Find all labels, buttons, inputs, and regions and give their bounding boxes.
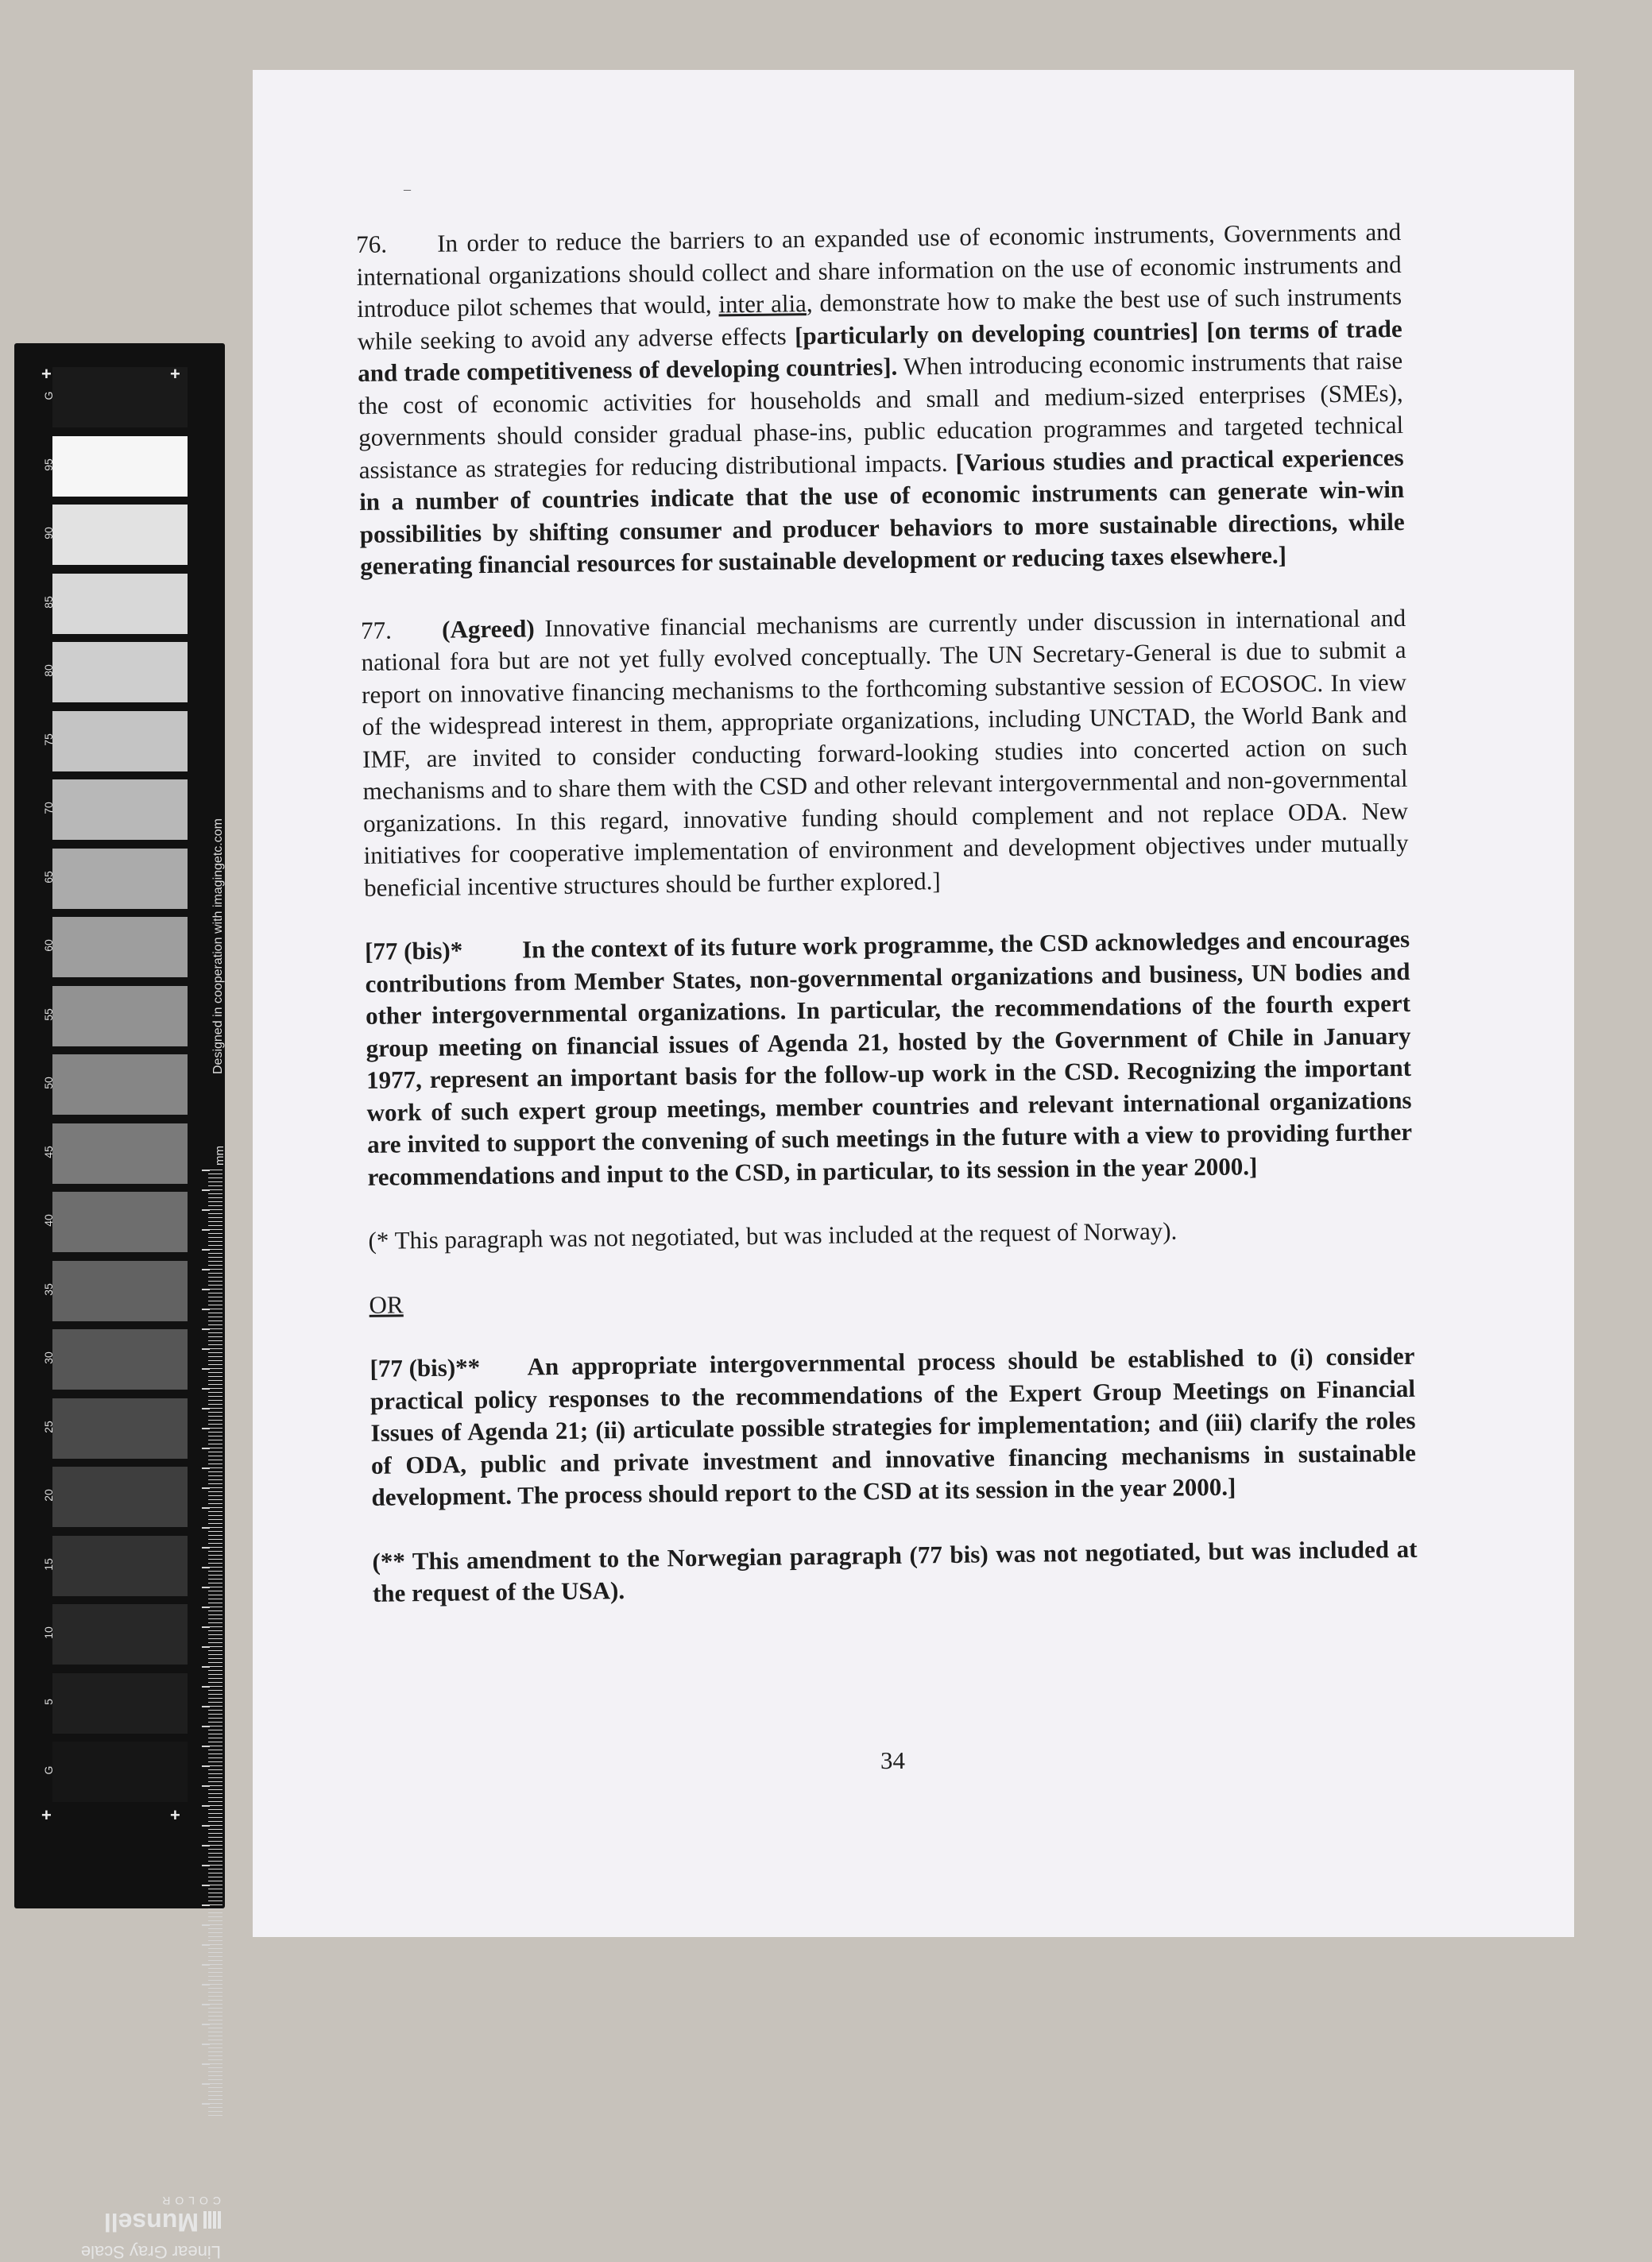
paragraph-76 (356, 216, 1405, 583)
gray-patch (52, 1329, 188, 1390)
scale-number: 90 (42, 527, 55, 539)
credit-text: Designed in cooperation with imagingetc.com (211, 818, 225, 1074)
scale-number: 70 (42, 802, 55, 814)
paragraph-77 (361, 601, 1409, 904)
document-body (356, 216, 1418, 1641)
scale-number: 50 (42, 1077, 55, 1089)
gray-patch (52, 1742, 188, 1802)
gray-patch (52, 642, 188, 702)
bracketed-bold-text: [Various studies and practical experiences in a number of countries indicate that the use of economic instruments can generate win-win possibilities by shifting consumer and producer behaviors to more sustainable directions, while generating financial resources for sustainable development or reducing taxes elsewhere.] (358, 443, 1405, 580)
gray-patch (52, 917, 188, 977)
bracketed-bold-text: [particularly on developing countries] [on terms of trade and trade competitiveness of developing countries]. (358, 314, 1402, 387)
scale-number: 65 (42, 870, 55, 884)
scale-number: 80 (42, 664, 55, 677)
paragraph-tag: [77 (bis)* (364, 936, 463, 965)
scale-number: 55 (42, 1007, 55, 1021)
gray-patch (52, 1054, 188, 1115)
gray-patch (52, 1467, 188, 1527)
brand-sub: COLOR (157, 2194, 221, 2207)
or-separator: OR (369, 1290, 404, 1319)
plus-mark: + (41, 1805, 52, 1825)
scale-number: G (42, 391, 55, 400)
gray-patch (52, 779, 188, 840)
brand-label: Munsell (103, 2208, 199, 2237)
gray-patch (52, 1536, 188, 1596)
agreed-label: (Agreed) (441, 613, 535, 644)
gray-patch (52, 367, 188, 427)
scale-number: 25 (42, 1420, 55, 1433)
gray-patch (52, 1673, 188, 1734)
scale-number: 75 (42, 733, 55, 746)
scale-number: 85 (42, 595, 55, 609)
scale-number: 45 (42, 1145, 55, 1158)
paragraph-text: In the context of its future work programme, the CSD acknowledges and encourages contributions from Member States, non-governmental organizations and business, UN bodies and other intergovernmental organizations. In particular, the recommendations of the fourth expert group meeting on financial issues of Agenda 21, hosted by the Government of Chile in January 1977, represent an important basis for the follow-up work in the CSD. Recognizing the important work of such expert group meetings, member countries and relevant international organizations are invited to support the convening of such meetings in the future with a view to providing further recommendations and input to the CSD, in particular, to its session in the year 2000.] (365, 924, 1413, 1191)
paragraph-number: 76. (356, 230, 388, 258)
plus-mark: + (170, 1805, 180, 1825)
scale-number: 5 (42, 1698, 55, 1705)
plus-mark: + (41, 364, 52, 384)
scale-number: 35 (42, 1282, 55, 1296)
gray-patch (52, 1398, 188, 1459)
paragraph-text: , demonstrate how to make the best use of such instruments while seeking to avoid any adverse effects (357, 281, 1402, 355)
document-page (253, 70, 1574, 1937)
inter-alia-text: inter alia (718, 289, 807, 319)
scale-number: 60 (42, 939, 55, 952)
gray-patch (52, 1261, 188, 1321)
paragraph-77-bis-norway (365, 923, 1413, 1193)
paragraph-text: An appropriate intergovernmental process should be established to (i) consider practical policy responses to the recommendations of the Expert Group Meetings on Financial Issues of Agenda 21; (ii) articulate possible strategies for implementation; and (iii) clarify the roles of ODA, public and private investment and innovative financing mechanisms in sustainable development. The process should report to the CSD at its session in the year 2000.] (369, 1341, 1417, 1511)
scale-number: G (42, 1765, 55, 1775)
footnote-norway: (* This paragraph was not negotiated, but was included at the request of Norway). (368, 1216, 1178, 1255)
scale-number: 40 (42, 1214, 55, 1227)
munsell-brand (62, 2194, 221, 2262)
gray-patch (52, 1123, 188, 1184)
brand-name (62, 2207, 221, 2237)
scale-number: 95 (42, 458, 55, 471)
ruler (208, 1170, 222, 2119)
scale-title: Linear Gray Scale (80, 2242, 221, 2262)
paragraph-text: Innovative financial mechanisms are currently under discussion in international and national fora but are not yet fully evolved conceptually. The UN Secretary-General is due to submit a report on innovative financing mechanisms to the forthcoming substantive session of ECOSOC. In view of the widespread interest in them, appropriate organizations, including UNCTAD, the World Bank and IMF, are invited to consider conducting forward-looking studies into concerted action on such mechanisms and to share them with the CSD and other relevant intergovernmental and non-governmental organizations. In this regard, innovative funding should complement and not replace ODA. New initiatives for cooperative implementation of environment and development objectives under mutually beneficial incentive structures should be further explored.] (361, 603, 1409, 902)
scan-mark: – (404, 181, 411, 197)
scale-number: 30 (42, 1351, 55, 1364)
paragraph-number: 77. (360, 615, 393, 644)
paragraph-77-bis-usa (369, 1340, 1416, 1514)
scale-number: 20 (42, 1489, 55, 1502)
gray-patch (52, 849, 188, 909)
footnote-usa: (** This amendment to the Norwegian paragraph (77 bis) was not negotiated, but was included at the request of the USA). (372, 1534, 1418, 1607)
gray-patch (52, 1604, 188, 1665)
page-number: 34 (880, 1746, 905, 1774)
gray-patch (52, 574, 188, 634)
gray-patch (52, 436, 188, 497)
gray-scale-strip (14, 343, 226, 2262)
gray-patch (52, 1192, 188, 1252)
munsell-logo-icon (203, 2211, 221, 2229)
paragraph-text: In order to reduce the barriers to an expanded use of economic instruments, Governments and international organizations should collect and share information on the use of economic instruments and introduce pilot schemes that would, (356, 217, 1402, 323)
unit-label: mm (213, 1146, 226, 1166)
gray-patch (52, 986, 188, 1046)
paragraph-text: When introducing economic instruments that raise the cost of economic activities for households and small and medium-sized enterprises (SMEs), governments should consider gradual phase-ins, public education programmes and targeted technical assistance as strategies for reducing distributional impacts. (358, 346, 1404, 484)
scale-number: 15 (42, 1557, 55, 1571)
paragraph-tag: [77 (bis)** (369, 1353, 481, 1382)
scale-number: 10 (42, 1626, 55, 1639)
gray-patch (52, 505, 188, 565)
plus-mark: + (170, 364, 180, 384)
gray-patch (52, 711, 188, 771)
